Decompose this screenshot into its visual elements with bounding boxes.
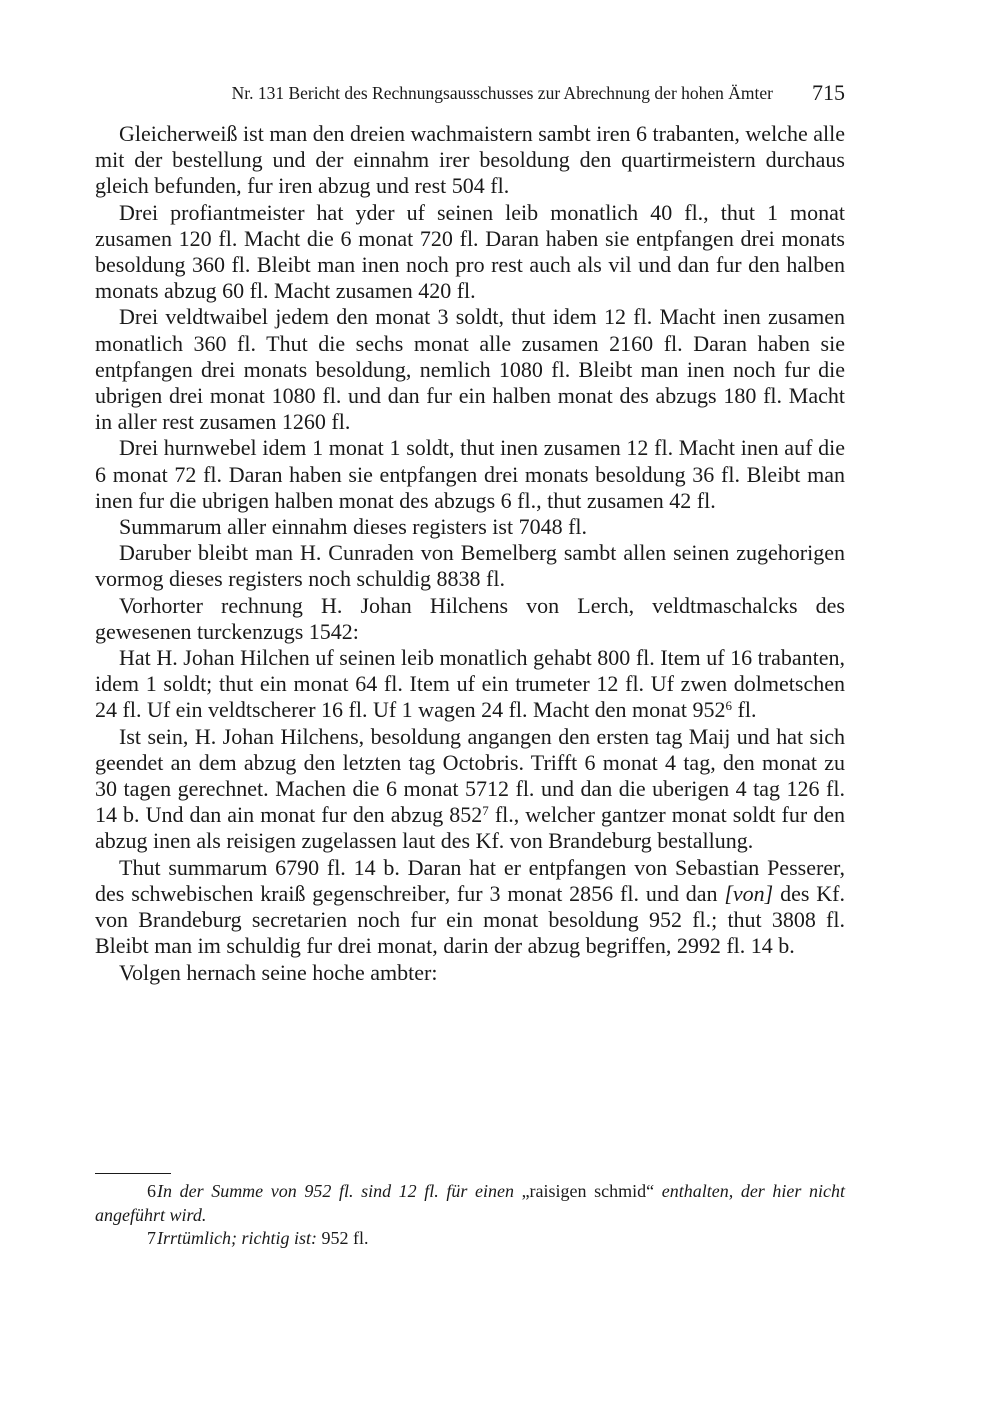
- footnote-divider: [95, 1173, 171, 1174]
- paragraph: Vorhorter rechnung H. Johan Hilchens von Lerch, veldtmaschalcks des gewesenen turckenzugs 1542:: [95, 592, 845, 644]
- paragraph: Drei profiantmeister hat yder uf seinen leib monatlich 40 fl., thut 1 monat zusamen 120 fl. Macht die 6 monat 720 fl. Daran haben sie entpfangen drei monats besoldung 360 fl. Bleibt man inen noch pro rest auch als vil und dan fur den halben monats abzug 60 fl. Macht zusamen 420 fl.: [95, 199, 845, 304]
- paragraph: Volgen hernach seine hoche ambter:: [119, 959, 438, 985]
- footnote-text: In der Summe von 952 fl. sind 12 fl. für einen: [157, 1181, 514, 1201]
- main-text: [95, 121, 845, 986]
- paragraph-text: fl.: [732, 697, 757, 723]
- paragraph: [95, 855, 845, 960]
- footnote-text: enthalten, der hier nicht angeführt wird.: [95, 1181, 845, 1225]
- running-header: [95, 80, 845, 108]
- footnote-value: 952 fl.: [317, 1228, 369, 1248]
- footnote-ref-7: 7: [482, 803, 489, 819]
- footnote-ref-6: 6: [725, 698, 732, 714]
- paragraph-text: Ist sein, H. Johan Hilchens, besoldung angangen den ersten tag Maij und hat sich geendet an dem abzug den letzten tag Octobris. Trifft 6 monat 4 tag, den monat zu 30 tagen gerechnet. Machen die 6 monat 5712 fl. und dan die uberigen 4 tag 126 fl. 14 b. Und dan ain monat fur den abzug 852: [95, 723, 845, 828]
- paragraph-text: Thut summarum 6790 fl. 14 b. Daran hat er entpfangen von Sebastian Pesserer, des schwebischen kraiß gegenschreiber, fur 3 monat 2856 fl. und dan: [95, 854, 845, 906]
- paragraph: Gleicherweiß ist man den dreien wachmaistern sambt iren 6 trabanten, welche alle mit der bestellung und der einnahm irer besoldung den quartirmeistern durchaus gleich befunden, fur iren abzug und rest 504 fl.: [95, 121, 845, 199]
- paragraph: Drei veldtwaibel jedem den monat 3 soldt, thut idem 12 fl. Macht inen zusamen monatlich 360 fl. Thut die sechs monat alle zusamen 2160 fl. Daran haben sie entpfangen drei monats besoldung, nemlich 1080 fl. Bleibt man inen noch fur die ubrigen drei monat 1080 fl. und dan fur ein halben monat des abzugs 180 fl. Macht in aller rest zusamen 1260 fl.: [95, 304, 845, 435]
- footnote-number: 6: [147, 1181, 156, 1201]
- running-title: Nr. 131 Bericht des Rechnungsausschusses zur Abrechnung der hohen Ämter: [231, 83, 773, 103]
- paragraph-text: Hat H. Johan Hilchen uf seinen leib monatlich gehabt 800 fl. Item uf 16 trabanten, idem 1 soldt; thut ein monat 64 fl. Item uf ein trumeter 12 fl. Uf zwen dolmetschen 24 fl. Uf ein veldtscherer 16 fl. Uf 1 wagen 24 fl. Macht den monat 952: [95, 645, 845, 723]
- footnote-number: 7: [147, 1228, 156, 1248]
- paragraph: [95, 645, 845, 724]
- footnotes: [95, 1180, 845, 1251]
- page-number: 715: [812, 80, 845, 105]
- footnote-6: [95, 1180, 845, 1227]
- paragraph: Daruber bleibt man H. Cunraden von Bemelberg sambt allen seinen zugehorigen vormog dieses registers noch schuldig 8838 fl.: [95, 540, 845, 592]
- paragraph-text: des Kf. von Brandeburg secretarien noch fur ein monat besoldung 952 fl.; thut 3808 fl. Bleibt man im schuldig fur drei monat, darin der abzug begriffen, 2992 fl. 14 b.: [95, 880, 846, 959]
- footnote-7: [95, 1227, 845, 1251]
- paragraph: [95, 724, 845, 855]
- paragraph-text: fl., welcher gantzer monat soldt fur den abzug inen als reisigen zugelassen laut des Kf. von Brandeburg bestallung.: [95, 802, 846, 854]
- paragraph: Summarum aller einnahm dieses registers ist 7048 fl.: [119, 514, 588, 540]
- editorial-insertion: [von]: [724, 880, 774, 906]
- footnote-text: Irrtümlich; richtig ist:: [157, 1228, 317, 1248]
- footnote-quote: „raisigen schmid“: [513, 1181, 662, 1201]
- paragraph: Drei hurnwebel idem 1 monat 1 soldt, thut inen zusamen 12 fl. Macht inen auf die 6 monat 72 fl. Daran haben sie entpfangen drei monats besoldung 36 fl. Bleibt man inen fur die ubrigen halben monat des abzugs 6 fl., thut zusamen 42 fl.: [95, 435, 845, 513]
